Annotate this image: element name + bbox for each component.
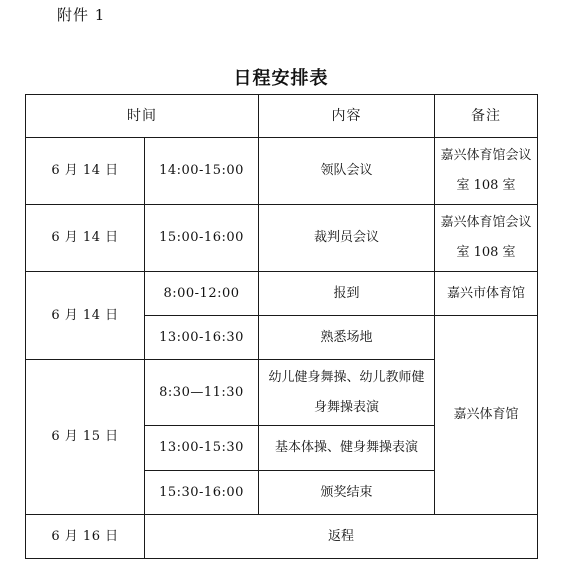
- date-cell: 6 月 16 日: [26, 515, 145, 559]
- remark-cell: 嘉兴体育馆会议室 108 室: [435, 205, 538, 272]
- date-cell: 6 月 14 日: [26, 272, 145, 360]
- time-cell: 13:00-16:30: [145, 316, 259, 360]
- time-cell: 13:00-15:30: [145, 426, 259, 471]
- content-cell: 返程: [145, 515, 538, 559]
- time-cell: 15:00-16:00: [145, 205, 259, 272]
- date-cell: 6 月 14 日: [26, 205, 145, 272]
- content-cell: 报到: [259, 272, 435, 316]
- remark-cell: 嘉兴体育馆会议室 108 室: [435, 138, 538, 205]
- header-content: 内容: [259, 95, 435, 138]
- content-cell: 熟悉场地: [259, 316, 435, 360]
- content-cell: 幼儿健身舞操、幼儿教师健身舞操表演: [259, 360, 435, 426]
- time-cell: 8:00-12:00: [145, 272, 259, 316]
- table-row: [26, 515, 538, 559]
- content-cell: 颁奖结束: [259, 471, 435, 515]
- table-row: [26, 205, 538, 272]
- time-cell: 14:00-15:00: [145, 138, 259, 205]
- schedule-table: [25, 94, 538, 559]
- time-cell: 8:30—11:30: [145, 360, 259, 426]
- content-cell: 裁判员会议: [259, 205, 435, 272]
- date-cell: 6 月 14 日: [26, 138, 145, 205]
- header-row: [26, 95, 538, 138]
- header-time: 时间: [26, 95, 259, 138]
- table-row: [26, 272, 538, 316]
- content-cell: 领队会议: [259, 138, 435, 205]
- remark-cell: 嘉兴市体育馆: [435, 272, 538, 316]
- date-cell: 6 月 15 日: [26, 360, 145, 515]
- time-cell: 15:30-16:00: [145, 471, 259, 515]
- content-cell: 基本体操、健身舞操表演: [259, 426, 435, 471]
- table-row: [26, 138, 538, 205]
- remark-cell: 嘉兴体育馆: [435, 316, 538, 515]
- header-remarks: 备注: [435, 95, 538, 138]
- attachment-label: 附件 1: [57, 6, 106, 24]
- page-title: 日程安排表: [233, 68, 329, 89]
